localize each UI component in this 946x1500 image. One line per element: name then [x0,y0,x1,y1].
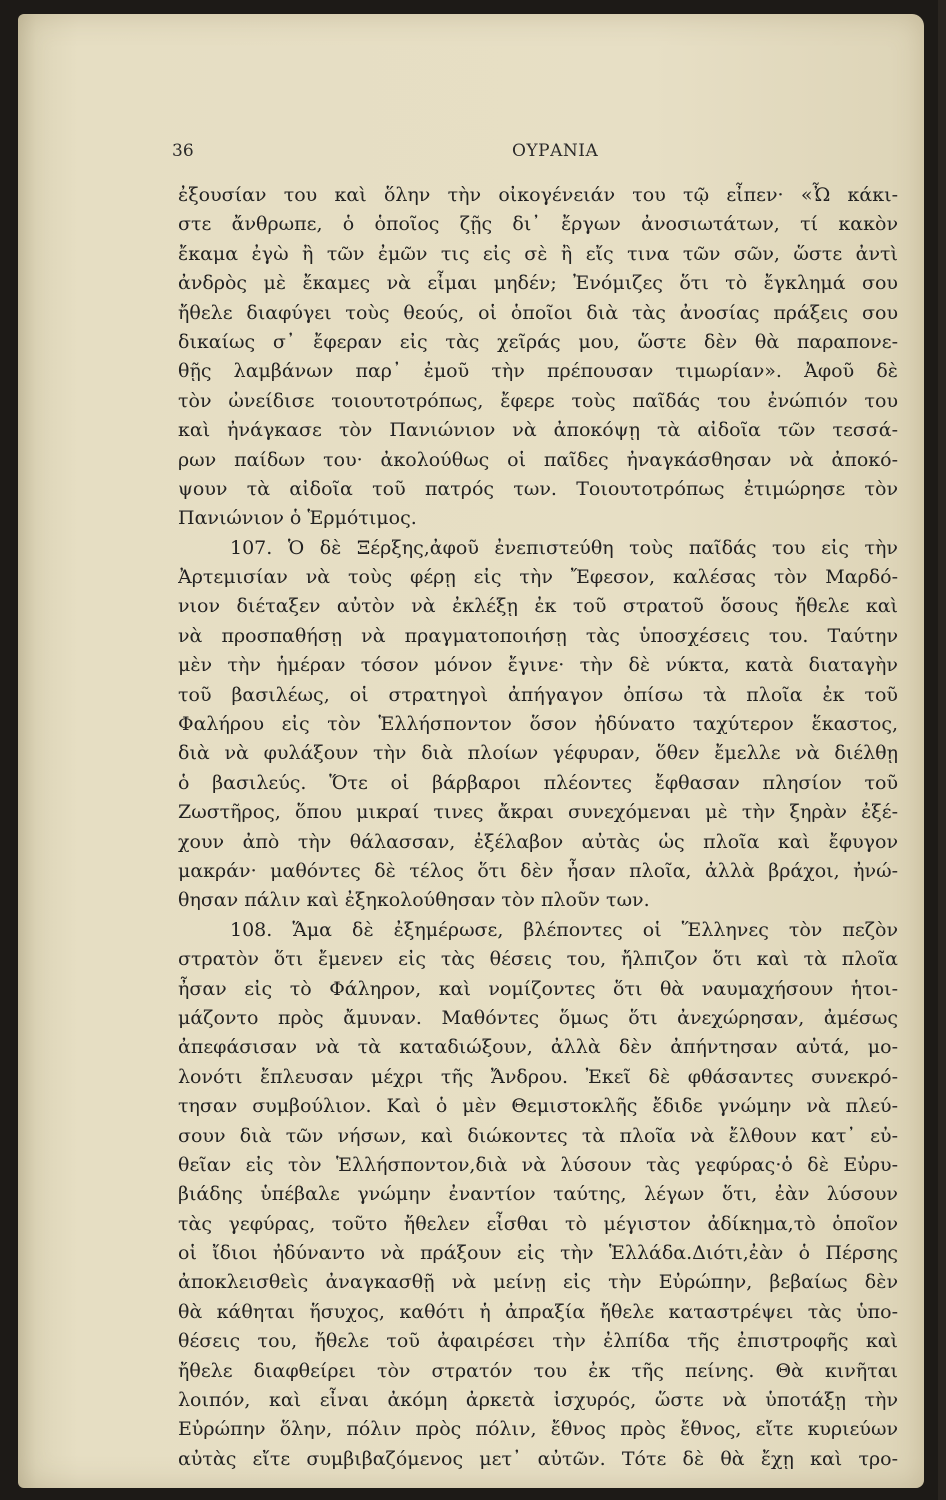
text-line: βιάδης ὑπέβαλε γνώμην ἐναντίον ταύτης, λέγων ὅτι, ἐὰν λύσουν [178,1183,898,1206]
text-line: στε ἄνθρωπε, ὁ ὁποῖος ζῇς δι᾽ ἔργων ἀνοσιωτάτων, τί κακὸν [178,213,898,236]
page-number: 36 [172,141,194,161]
text-line: ἔκαμα ἐγὼ ἢ τῶν ἐμῶν τις εἰς σὲ ἢ εἴς τινα τῶν σῶν, ὥστε ἀντὶ [178,242,898,265]
text-line: ἤθελε διαφθείρει τὸν στρατόν του ἐκ τῆς πείνης. Θὰ κινῆται [178,1359,898,1382]
text-line: χουν ἀπὸ τὴν θάλασσαν, ἐξέλαβον αὐτὰς ὡς πλοῖα καὶ ἔφυγον [178,830,898,853]
book-edge [938,0,946,1500]
text-line: ἀνδρὸς μὲ ἔκαμες νὰ εἶμαι μηδέν; Ἐνόμιζες ὅτι τὸ ἔγκλημά σου [178,272,898,295]
text-line: καὶ ἠνάγκασε τὸν Πανιώνιον νὰ ἀποκόψῃ τὰ αἰδοῖα τῶν τεσσά- [178,419,898,442]
body-text [178,181,898,1474]
text-line: μὲν τὴν ἡμέραν τόσον μόνον ἔγινε· τὴν δὲ νύκτα, κατὰ διαταγὴν [178,654,898,677]
text-line: τὸν ὠνείδισε τοιουτοτρόπως, ἔφερε τοὺς παῖδάς του ἐνώπιόν του [178,389,898,412]
text-line: λονότι ἔπλευσαν μέχρι τῆς Ἄνδρου. Ἐκεῖ δὲ φθάσαντες συνεκρό- [178,1065,898,1088]
text-line: θὰ κάθηται ἥσυχος, καθότι ἡ ἀπραξία ἤθελε καταστρέψει τὰς ὑπο- [178,1300,898,1323]
text-line: Πανιώνιον ὁ Ἑρμότιμος. [178,507,417,530]
paragraph-108-start: 108. Ἅμα δὲ ἐξημέρωσε, βλέποντες οἱ Ἕλληνες τὸν πεζὸν [230,918,898,941]
text-line: θῇς λαμβάνων παρ᾽ ἐμοῦ τὴν πρέπουσαν τιμωρίαν». Ἀφοῦ δὲ [178,360,898,383]
text-line: ἤθελε διαφύγει τοὺς θεούς, οἱ ὁποῖοι διὰ τὰς ἀνοσίας πράξεις σου [178,301,898,324]
text-line: θησαν πάλιν καὶ ἐξηκολούθησαν τὸν πλοῦν των. [178,889,650,912]
text-line: σουν διὰ τῶν νήσων, καὶ διώκοντες τὰ πλοῖα νὰ ἔλθουν κατ᾽ εὐ- [178,1124,898,1147]
running-title: ΟΥΡΑΝΙΑ [512,141,599,161]
text-line: ἦσαν εἰς τὸ Φάληρον, καὶ νομίζοντες ὅτι θὰ ναυμαχήσουν ἡτοι- [178,977,898,1000]
text-line: Ζωστῆρος, ὅπου μικραί τινες ἄκραι συνεχόμεναι μὲ τὴν ξηρὰν ἐξέ- [178,801,898,824]
text-line: Εὐρώπην ὅλην, πόλιν πρὸς πόλιν, ἔθνος πρὸς ἔθνος, εἴτε κυριεύων [178,1418,898,1441]
text-line: δικαίως σ᾽ ἔφεραν εἰς τὰς χεῖράς μου, ὥστε δὲν θὰ παραπονε- [178,330,898,353]
text-line: ἀποκλεισθεὶς ἀναγκασθῇ νὰ μείνῃ εἰς τὴν Εὐρώπην, βεβαίως δὲν [178,1271,898,1294]
text-line: νιον διέταξεν αὐτὸν νὰ ἐκλέξῃ ἐκ τοῦ στρατοῦ ὅσους ἤθελε καὶ [178,595,898,618]
text-line: θέσεις του, ἤθελε τοῦ ἀφαιρέσει τὴν ἐλπίδα τῆς ἐπιστροφῆς καὶ [178,1330,898,1353]
text-line: οἱ ἴδιοι ἠδύναντο νὰ πράξουν εἰς τὴν Ἑλλάδα.Διότι,ἐὰν ὁ Πέρσης [178,1242,898,1265]
text-line: Ἀρτεμισίαν νὰ τοὺς φέρῃ εἰς τὴν Ἔφεσον, καλέσας τὸν Μαρδό- [178,566,898,589]
text-line: τὰς γεφύρας, τοῦτο ἤθελεν εἶσθαι τὸ μέγιστον ἀδίκημα,τὸ ὁποῖον [178,1212,898,1235]
text-line: τησαν συμβούλιον. Καὶ ὁ μὲν Θεμιστοκλῆς ἔδιδε γνώμην νὰ πλεύ- [178,1095,898,1118]
text-line: ἀπεφάσισαν νὰ τὰ καταδιώξουν, ἀλλὰ δὲν ἀπήντησαν αὐτά, μο- [178,1036,898,1059]
text-line: λοιπόν, καὶ εἶναι ἀκόμη ἀρκετὰ ἰσχυρός, ὥστε νὰ ὑποτάξῃ τὴν [178,1389,898,1412]
text-line: μακράν· μαθόντες δὲ τέλος ὅτι δὲν ἦσαν πλοῖα, ἀλλὰ βράχοι, ἠνώ- [178,859,898,882]
text-line: διὰ νὰ φυλάξουν τὴν διὰ πλοίων γέφυραν, ὅθεν ἔμελλε νὰ διέλθῃ [178,742,898,765]
page-header [172,141,892,167]
text-line: ψουν τὰ αἰδοῖα τοῦ πατρός των. Τοιουτοτρόπως ἐτιμώρησε τὸν [178,477,898,500]
text-line: στρατὸν ὅτι ἔμενεν εἰς τὰς θέσεις του, ἤλπιζον ὅτι καὶ τὰ πλοῖα [178,948,898,971]
text-line: θεῖαν εἰς τὸν Ἑλλήσποντον,διὰ νὰ λύσουν τὰς γεφύρας·ὁ δὲ Εὐρυ- [178,1153,898,1176]
paragraph-107-start: 107. Ὁ δὲ Ξέρξης,ἀφοῦ ἐνεπιστεύθη τοὺς παῖδάς του εἰς τὴν [230,536,898,559]
text-line: ρων παίδων του· ἀκολούθως οἱ παῖδες ἠναγκάσθησαν νὰ ἀποκό- [178,448,898,471]
text-line: αὐτὰς εἴτε συμβιβαζόμενος μετ᾽ αὐτῶν. Τότε δὲ θὰ ἔχῃ καὶ τρο- [178,1447,898,1470]
text-line: τοῦ βασιλέως, οἱ στρατηγοὶ ἀπήγαγον ὀπίσω τὰ πλοῖα ἐκ τοῦ [178,683,898,706]
text-line: μάζοντο πρὸς ἄμυναν. Μαθόντες ὅμως ὅτι ἀνεχώρησαν, ἀμέσως [178,1006,898,1029]
text-line: νὰ προσπαθήσῃ νὰ πραγματοποιήσῃ τὰς ὑποσχέσεις του. Ταύτην [178,624,898,647]
text-line: ἐξουσίαν του καὶ ὅλην τὴν οἰκογένειάν του τῷ εἶπεν· «Ὦ κάκι- [178,184,898,206]
text-line: Φαλήρου εἰς τὸν Ἑλλήσποντον ὅσον ἠδύνατο ταχύτερον ἕκαστος, [178,713,898,736]
text-line: ὁ βασιλεύς. Ὅτε οἱ βάρβαροι πλέοντες ἔφθασαν πλησίον τοῦ [178,771,898,794]
